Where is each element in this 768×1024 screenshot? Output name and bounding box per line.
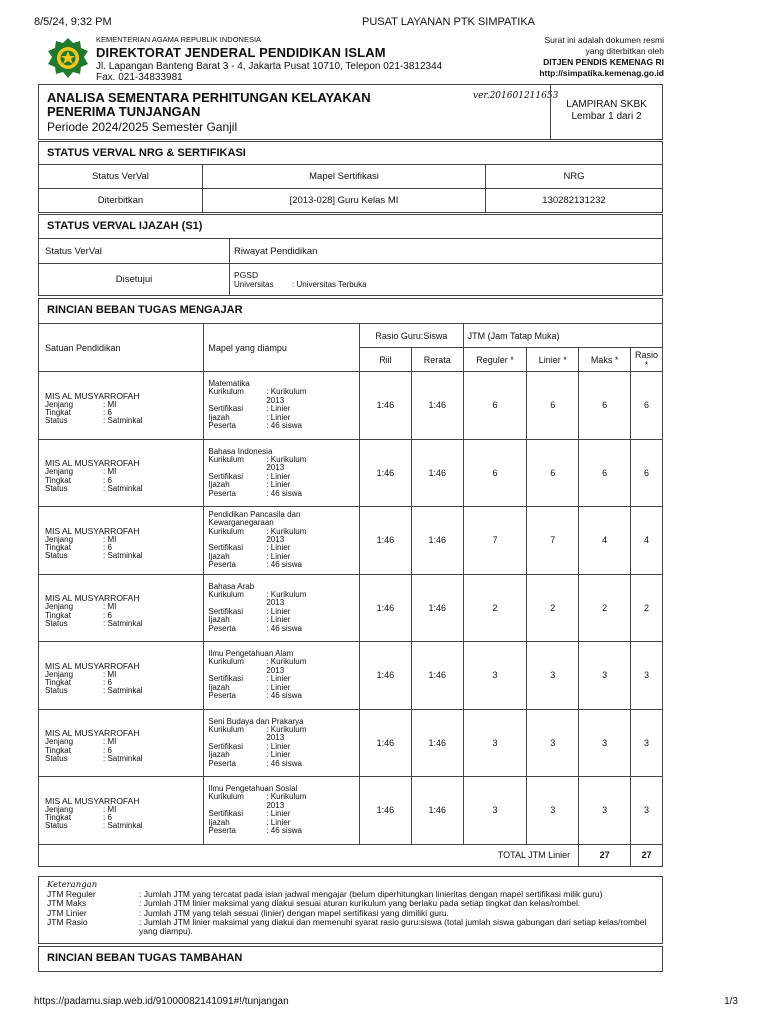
satuan-details <box>45 536 199 561</box>
sertifikasi-value: : Linier <box>266 404 291 414</box>
ijazah-riwayat-value <box>230 264 663 296</box>
tingkat-label: Tingkat <box>45 408 71 418</box>
mapel-cell <box>204 777 360 845</box>
peserta-label: Peserta <box>208 488 236 498</box>
jenjang-value: : MI <box>103 804 117 814</box>
keterangan-list <box>47 890 654 936</box>
rasio-value: 6 <box>630 372 662 440</box>
ijazah-value: : Linier <box>266 615 291 625</box>
nrg-mapel-value: [2013-028] Guru Kelas MI <box>203 189 486 213</box>
status-label: Status <box>45 821 68 831</box>
print-page-number: 1/3 <box>724 996 738 1007</box>
sekolah-name: MIS AL MUSYARROFAH <box>45 728 140 739</box>
reguler-value: 2 <box>463 574 527 642</box>
sertifikasi-value: : Linier <box>266 741 291 751</box>
reguler-value: 6 <box>463 439 527 507</box>
linier-value: 3 <box>527 642 579 710</box>
maks-value: 2 <box>579 574 631 642</box>
status-value: : Satminkal <box>103 686 143 696</box>
peserta-value: : 46 siswa <box>266 488 302 498</box>
reguler-value: 3 <box>463 642 527 710</box>
rasio-value: 3 <box>630 642 662 710</box>
satuan-cell <box>39 777 204 845</box>
peserta-label: Peserta <box>208 758 236 768</box>
sekolah-name: MIS AL MUSYARROFAH <box>45 795 140 806</box>
jenjang-label: Jenjang <box>45 804 74 814</box>
rincian-header-mapel: Mapel yang diampu <box>204 324 360 372</box>
jenjang-label: Jenjang <box>45 467 74 477</box>
print-url: https://padamu.siap.web.id/91000082141091#!/tunjangan <box>34 996 289 1007</box>
kurikulum-label: Kurikulum <box>208 657 244 667</box>
nrg-status-value: Diterbitkan <box>39 189 203 213</box>
table-row <box>39 372 663 440</box>
reguler-value: 3 <box>463 709 527 777</box>
ijazah-heading: STATUS VERVAL IJAZAH (S1) <box>38 214 663 239</box>
rincian-header-maks: Maks * <box>579 348 631 372</box>
linier-value: 6 <box>527 439 579 507</box>
sekolah-name: MIS AL MUSYARROFAH <box>45 660 140 671</box>
reguler-value: 3 <box>463 777 527 845</box>
ijazah-header-riwayat: Riwayat Pendidikan <box>230 239 663 264</box>
periode: Periode 2024/2025 Semester Ganjil <box>47 120 238 134</box>
riil-value: 1:46 <box>360 777 412 845</box>
keterangan-term: JTM Maks <box>47 898 87 909</box>
rerata-value: 1:46 <box>411 439 463 507</box>
rerata-value: 1:46 <box>411 777 463 845</box>
sertifikasi-label: Sertifikasi <box>208 404 244 414</box>
reguler-value: 7 <box>463 507 527 575</box>
ijazah-label: Ijazah <box>208 750 230 760</box>
keterangan-term: JTM Rasio <box>47 916 88 927</box>
ijazah-value: : Linier <box>266 412 291 422</box>
satuan-cell <box>39 574 204 642</box>
tingkat-label: Tingkat <box>45 745 71 755</box>
peserta-label: Peserta <box>208 691 236 701</box>
mapel-cell <box>204 574 360 642</box>
jenjang-label: Jenjang <box>45 399 74 409</box>
version: ver.201601211653 <box>473 91 559 101</box>
status-value: : Satminkal <box>103 483 143 493</box>
mapel-details <box>208 456 355 498</box>
peserta-label: Peserta <box>208 826 236 836</box>
nrg-value: 130282131232 <box>486 189 663 213</box>
lampiran-label: LAMPIRAN SKBK <box>566 99 647 110</box>
lampiran <box>551 99 662 123</box>
document-title <box>47 91 371 119</box>
sekolah-name: MIS AL MUSYARROFAH <box>45 458 140 469</box>
maks-value: 6 <box>579 439 631 507</box>
official-note-line2: yang diterbitkan oleh <box>585 46 664 56</box>
rincian-heading: RINCIAN BEBAN TUGAS MENGAJAR <box>38 298 663 324</box>
tingkat-value: : 6 <box>103 678 112 688</box>
ijazah-univ-label: Universitas <box>234 279 274 289</box>
sertifikasi-label: Sertifikasi <box>208 741 244 751</box>
status-value: : Satminkal <box>103 618 143 628</box>
maks-value: 6 <box>579 372 631 440</box>
mapel-details <box>208 793 355 835</box>
sertifikasi-value: : Linier <box>266 543 291 553</box>
riil-value: 1:46 <box>360 372 412 440</box>
linier-value: 2 <box>527 574 579 642</box>
table-row <box>39 642 663 710</box>
jenjang-label: Jenjang <box>45 534 74 544</box>
tingkat-value: : 6 <box>103 408 112 418</box>
official-note-line1: Surat ini adalah dokumen resmi <box>544 35 664 45</box>
kurikulum-label: Kurikulum <box>208 387 244 397</box>
mapel-details <box>208 528 355 570</box>
tambahan-heading: RINCIAN BEBAN TUGAS TAMBAHAN <box>38 946 663 972</box>
address: Jl. Lapangan Banteng Barat 3 - 4, Jakarta Pusat 10710, Telepon 021-3812344 <box>96 61 443 72</box>
official-note-url: http://simpatika.kemenag.go.id <box>539 68 664 78</box>
mapel-cell <box>204 709 360 777</box>
status-label: Status <box>45 686 68 696</box>
maks-value: 3 <box>579 777 631 845</box>
tingkat-value: : 6 <box>103 475 112 485</box>
satuan-cell <box>39 709 204 777</box>
satuan-details <box>45 671 199 696</box>
kurikulum-label: Kurikulum <box>208 724 244 734</box>
peserta-value: : 46 siswa <box>266 623 302 633</box>
linier-value: 6 <box>527 372 579 440</box>
rasio-value: 3 <box>630 777 662 845</box>
riil-value: 1:46 <box>360 709 412 777</box>
rincian-header-rasio: Rasio Guru:Siswa <box>360 324 464 348</box>
satuan-cell <box>39 439 204 507</box>
tingkat-label: Tingkat <box>45 678 71 688</box>
rasio-value: 4 <box>630 507 662 575</box>
sertifikasi-label: Sertifikasi <box>208 543 244 553</box>
riil-value: 1:46 <box>360 574 412 642</box>
mapel-cell <box>204 439 360 507</box>
document-title-line2: PENERIMA TUNJANGAN <box>47 104 201 119</box>
linier-value: 3 <box>527 709 579 777</box>
status-label: Status <box>45 483 68 493</box>
sekolah-name: MIS AL MUSYARROFAH <box>45 593 140 604</box>
rasio-value: 2 <box>630 574 662 642</box>
nrg-header-mapel: Mapel Sertifikasi <box>203 165 486 189</box>
mapel-cell <box>204 372 360 440</box>
nrg-section <box>38 141 663 213</box>
nrg-heading: STATUS VERVAL NRG & SERTIFIKASI <box>38 141 663 165</box>
kurikulum-value: : Kurikulum 2013 <box>266 589 307 608</box>
sekolah-name: MIS AL MUSYARROFAH <box>45 390 140 401</box>
tingkat-label: Tingkat <box>45 475 71 485</box>
ijazah-value: : Linier <box>266 682 291 692</box>
ijazah-value: : Linier <box>266 551 291 561</box>
total-rasio: 27 <box>630 844 662 866</box>
rincian-header-reguler: Reguler * <box>463 348 527 372</box>
ijazah-label: Ijazah <box>208 480 230 490</box>
ijazah-prodi: PGSD <box>234 269 259 280</box>
ijazah-univ <box>234 281 658 289</box>
kurikulum-value: : Kurikulum 2013 <box>266 387 307 405</box>
keterangan-desc: : Jumlah JTM yang telah sesuai (linier) dengan mapel sertifikasi yang dimiliki guru. <box>139 907 449 918</box>
jenjang-value: : MI <box>103 669 117 679</box>
riil-value: 1:46 <box>360 507 412 575</box>
peserta-label: Peserta <box>208 421 236 431</box>
ijazah-header-status: Status VerVal <box>39 239 230 264</box>
tingkat-value: : 6 <box>103 745 112 755</box>
mapel-name: Ilmu Pengetahuan Alam <box>208 649 294 659</box>
status-label: Status <box>45 753 68 763</box>
jenjang-value: : MI <box>103 534 117 544</box>
jenjang-label: Jenjang <box>45 669 74 679</box>
ijazah-section <box>38 214 663 296</box>
jenjang-value: : MI <box>103 737 117 747</box>
rincian-header-rasio-jtm: Rasio * <box>630 348 662 372</box>
keterangan-item <box>47 918 654 936</box>
mapel-cell <box>204 642 360 710</box>
satuan-details <box>45 806 199 831</box>
satuan-cell <box>39 372 204 440</box>
peserta-value: : 46 siswa <box>266 691 302 701</box>
kurikulum-value: : Kurikulum 2013 <box>266 792 307 810</box>
nrg-header-nrg: NRG <box>486 165 663 189</box>
ijazah-table <box>38 238 663 296</box>
total-label: TOTAL JTM Linier <box>39 844 579 866</box>
rerata-value: 1:46 <box>411 574 463 642</box>
print-datetime: 8/5/24, 9:32 PM <box>34 16 112 28</box>
rincian-header-satuan: Satuan Pendidikan <box>39 324 204 372</box>
sekolah-name: MIS AL MUSYARROFAH <box>45 525 140 536</box>
satuan-cell <box>39 642 204 710</box>
rincian-header-riil: Riil <box>360 348 412 372</box>
satuan-details <box>45 603 199 628</box>
mapel-name: Matematika <box>208 379 250 389</box>
jenjang-label: Jenjang <box>45 602 74 612</box>
ijazah-value: : Linier <box>266 750 291 760</box>
tingkat-label: Tingkat <box>45 543 71 553</box>
mapel-name: Seni Budaya dan Prakarya <box>208 716 304 726</box>
kurikulum-value: : Kurikulum 2013 <box>266 657 307 675</box>
document-title-box <box>38 84 663 140</box>
mapel-name: Ilmu Pengetahuan Sosial <box>208 784 298 794</box>
peserta-label: Peserta <box>208 560 236 570</box>
sertifikasi-label: Sertifikasi <box>208 674 244 684</box>
maks-value: 3 <box>579 709 631 777</box>
nrg-table <box>38 164 663 213</box>
keterangan-box <box>38 876 663 944</box>
tingkat-value: : 6 <box>103 813 112 823</box>
satuan-cell <box>39 507 204 575</box>
reguler-value: 6 <box>463 372 527 440</box>
status-value: : Satminkal <box>103 753 143 763</box>
ijazah-label: Ijazah <box>208 682 230 692</box>
kurikulum-value: : Kurikulum 2013 <box>266 526 307 545</box>
sertifikasi-label: Sertifikasi <box>208 471 244 481</box>
table-row <box>39 507 663 575</box>
rerata-value: 1:46 <box>411 709 463 777</box>
satuan-details <box>45 401 199 426</box>
sertifikasi-value: : Linier <box>266 606 291 616</box>
sertifikasi-label: Sertifikasi <box>208 809 244 819</box>
keterangan-desc: : Jumlah JTM linier maksimal yang diakui sesuai aturan kurikulum yang berlaku pada setiap tingkat dan kelas/rombel. <box>139 898 581 909</box>
mapel-details <box>208 658 355 700</box>
tingkat-label: Tingkat <box>45 813 71 823</box>
official-note-issuer: DITJEN PENDIS KEMENAG RI <box>543 57 664 67</box>
mapel-details <box>208 591 355 633</box>
sertifikasi-value: : Linier <box>266 809 291 819</box>
status-label: Status <box>45 618 68 628</box>
riil-value: 1:46 <box>360 642 412 710</box>
table-row <box>39 777 663 845</box>
kurikulum-value: : Kurikulum 2013 <box>266 454 307 473</box>
tingkat-value: : 6 <box>103 543 112 553</box>
maks-value: 3 <box>579 642 631 710</box>
rerata-value: 1:46 <box>411 642 463 710</box>
ijazah-label: Ijazah <box>208 817 230 827</box>
ijazah-label: Ijazah <box>208 615 230 625</box>
kementerian-name: KEMENTERIAN AGAMA REPUBLIK INDONESIA <box>96 35 262 44</box>
status-label: Status <box>45 551 68 561</box>
jenjang-value: : MI <box>103 467 117 477</box>
direktorat-name: DIREKTORAT JENDERAL PENDIDIKAN ISLAM <box>96 45 386 60</box>
keterangan-term: JTM Reguler <box>47 889 96 900</box>
jenjang-label: Jenjang <box>45 737 74 747</box>
peserta-value: : 46 siswa <box>266 826 302 836</box>
tingkat-label: Tingkat <box>45 610 71 620</box>
official-note <box>464 35 664 79</box>
riil-value: 1:46 <box>360 439 412 507</box>
satuan-details <box>45 738 199 763</box>
sertifikasi-value: : Linier <box>266 471 291 481</box>
status-value: : Satminkal <box>103 821 143 831</box>
lembar-label: Lembar 1 dari 2 <box>571 111 642 122</box>
ijazah-univ-value: : Universitas Terbuka <box>292 279 367 289</box>
fax: Fax. 021-34833981 <box>96 72 183 83</box>
status-value: : Satminkal <box>103 416 143 426</box>
table-row <box>39 574 663 642</box>
keterangan-title: Keterangan <box>47 880 98 890</box>
status-value: : Satminkal <box>103 551 143 561</box>
mapel-cell <box>204 507 360 575</box>
letterhead <box>96 35 442 83</box>
rasio-value: 3 <box>630 709 662 777</box>
rerata-value: 1:46 <box>411 372 463 440</box>
kurikulum-value: : Kurikulum 2013 <box>266 724 307 743</box>
table-row <box>39 709 663 777</box>
peserta-value: : 46 siswa <box>266 758 302 768</box>
nrg-header-status: Status VerVal <box>39 165 203 189</box>
maks-value: 4 <box>579 507 631 575</box>
table-row <box>39 439 663 507</box>
print-title: PUSAT LAYANAN PTK SIMPATIKA <box>362 16 535 28</box>
status-label: Status <box>45 416 68 426</box>
rincian-header-jtm: JTM (Jam Tatap Muka) <box>463 324 662 348</box>
tingkat-value: : 6 <box>103 610 112 620</box>
peserta-value: : 46 siswa <box>266 560 302 570</box>
keterangan-desc: : Jumlah JTM linier maksimal yang diakui dan memenuhi syarat rasio guru:siswa (total jumlah siswa gabungan dari setiap kelas/rombel yang diampu). <box>139 916 647 937</box>
ijazah-value: : Linier <box>266 480 291 490</box>
kurikulum-label: Kurikulum <box>208 454 244 464</box>
rincian-table <box>38 323 663 867</box>
peserta-label: Peserta <box>208 623 236 633</box>
satuan-details <box>45 468 199 493</box>
kemenag-logo-icon <box>45 37 91 79</box>
ijazah-label: Ijazah <box>208 412 230 422</box>
keterangan-desc: : Jumlah JTM yang tercatat pada isian jadwal mengajar (belum diperhitungkan linieritas dengan mapel sertifikasi milik guru) <box>139 889 603 900</box>
total-maks: 27 <box>579 844 631 866</box>
rincian-header-linier: Linier * <box>527 348 579 372</box>
jenjang-value: : MI <box>103 602 117 612</box>
ijazah-value: : Linier <box>266 817 291 827</box>
rincian-body <box>39 372 663 845</box>
ijazah-label: Ijazah <box>208 551 230 561</box>
mapel-name: Bahasa Indonesia <box>208 446 273 456</box>
linier-value: 3 <box>527 777 579 845</box>
mapel-name: Pendidikan Pancasila dan Kewarganegaraan <box>208 509 301 528</box>
keterangan-term: JTM Linier <box>47 907 87 918</box>
kurikulum-label: Kurikulum <box>208 792 244 802</box>
mapel-details <box>208 726 355 768</box>
mapel-name: Bahasa Arab <box>208 581 255 591</box>
linier-value: 7 <box>527 507 579 575</box>
mapel-details <box>208 388 355 430</box>
ijazah-status-value: Disetujui <box>39 264 230 296</box>
document-title-line1: ANALISA SEMENTARA PERHITUNGAN KELAYAKAN <box>47 90 371 105</box>
kurikulum-label: Kurikulum <box>208 589 244 599</box>
peserta-value: : 46 siswa <box>266 421 302 431</box>
rasio-value: 6 <box>630 439 662 507</box>
rincian-section <box>38 298 663 867</box>
sertifikasi-value: : Linier <box>266 674 291 684</box>
rincian-header-rerata: Rerata <box>411 348 463 372</box>
jenjang-value: : MI <box>103 399 117 409</box>
sertifikasi-label: Sertifikasi <box>208 606 244 616</box>
rerata-value: 1:46 <box>411 507 463 575</box>
kurikulum-label: Kurikulum <box>208 526 244 536</box>
